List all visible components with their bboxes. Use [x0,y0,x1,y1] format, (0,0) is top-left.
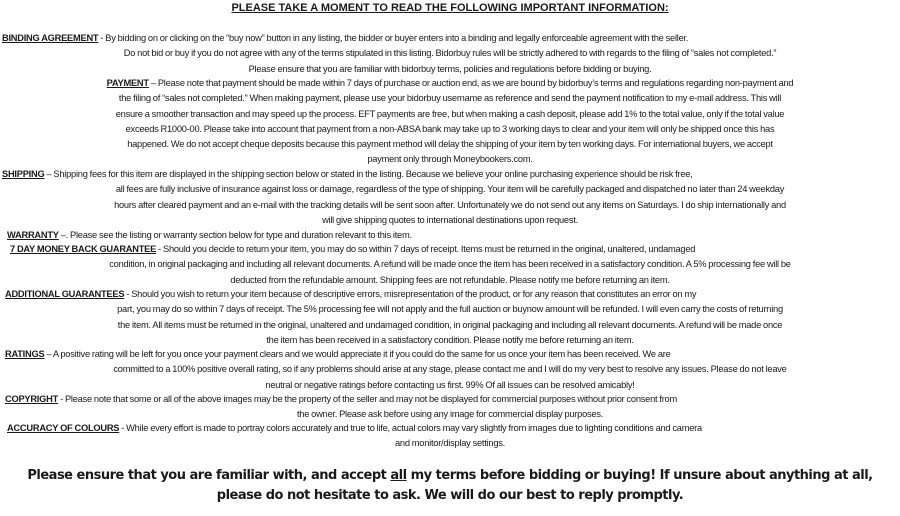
section-copyright [2,392,898,423]
emphasis-all: all [390,468,407,483]
section-line: committed to a 100% positive overall rating, so if any problems should arise at any stage, please contact me and I will do my very best to resolve any issues. Please do not leave [113,364,787,375]
section-line: condition, in original packaging and including all relevant documents. A refund will be made once the item has been received in a satisfactory condition. A 5% processing fee will be [109,259,791,270]
section-text: - Should you wish to return your item because of descriptive errors, misrepresentation of the product, or for any reason that constitutes an error on my [124,289,697,299]
section-first-line [2,167,898,182]
section-line: Do not bid or buy if you do not agree with any of the terms stipulated in this listing. Bidorbuy rules will be strictly adhered to with regards to the filing of “sales not completed.” [123,48,777,59]
section-ratings [2,347,898,393]
section-text: - Should you decide to return your item, you may do so within 7 days of receipt. Items must be returned in the original, unaltered, undamaged [156,244,696,254]
section-line: the item. All items must be returned in the original, unaltered and undamaged condition, in original packaging and including all relevant documents. A refund will be made once [117,319,783,330]
section-text: – Shipping fees for this item are displayed in the shipping section below or stated in the listing. Because we believe your online purchasing experience should be risk free, [44,169,693,179]
section-heading: SHIPPING [2,169,45,179]
section-line: Please ensure that you are familiar with bidorbuy terms, policies and regulations before bidding or buying. [248,63,652,74]
section-text: –. Please see the listing or warranty section below for type and duration relevant to this item. [58,230,412,240]
section-text: – A positive rating will be left for you once your payment clears and we would appreciate it if you could do the same for us once your item has been received. We are [44,349,671,359]
section-text: - By bidding on or clicking on the “buy now” button in any listing, the bidder or buyer enters into a binding and legally enforceable agreement with the seller. [98,33,689,43]
section-line: part, you may do so within 7 days of receipt. The 5% processing fee will not apply and the full auction or buynow amount will be refunded. I will even carry the costs of returning [117,304,783,315]
section-heading: WARRANTY [7,230,59,240]
section-line: happened. We do not accept cheque deposits because this payment method will delay the shipping of your item by ten working days. For international buyers, we accept [127,139,773,150]
section-line: deducted from the refundable amount. Shipping fees are not refundable. Please notify me before returning an item. [230,274,670,285]
section-first-line [2,287,898,302]
section-heading: BINDING AGREEMENT [2,33,99,43]
section-first-line [2,242,898,257]
section-first-line [2,76,898,91]
section-heading: 7 DAY MONEY BACK GUARANTEE [10,244,157,254]
section-heading: ACCURACY OF COLOURS [7,423,120,433]
section-heading: ADDITIONAL GUARANTEES [5,289,125,299]
closing-text: my terms before bidding or buying! If unsure about anything at all, [406,468,873,483]
section-binding-agreement [2,31,898,77]
section-line: will give shipping quotes to international destinations upon request. [322,214,578,225]
section-line: the filing of “sales not completed.” When making payment, please use your bidorbuy username as reference and send the payment notification to my e-mail address. This will [118,93,782,104]
section-first-line [2,421,898,436]
section-line: and monitor/display settings. [395,438,505,449]
section-payment [2,76,898,168]
section-line: the item has been received in a satisfactory condition. Please notify me before returning an item. [266,334,634,345]
section-money-back-guarantee [2,242,898,288]
section-line: the owner. Please ask before using any image for commercial display purposes. [296,409,604,420]
section-warranty [2,228,898,243]
section-additional-guarantees [2,287,898,348]
section-line: exceeds R1000-00. Please take into account that payment from a non-ABSA bank may take up to 3 working days to clear and your item will only be shipped once this has [125,123,775,134]
section-first-line [2,31,898,46]
section-line: all fees are fully inclusive of insurance against loss or damage, regardless of the type of shipping. Your item will be carefully packaged and dispatched no later than 24 weekday [115,184,785,195]
section-line: hours after cleared payment and an e-mail with the tracking details will be sent soon after. Unfortunately we do not send out any items on Saturdays. I do ship internationally and [114,199,786,210]
section-text: - Please note that some or all of the above images may be the property of the seller and may not be displayed for commercial purposes without prior consent from [58,394,677,404]
section-first-line [2,347,898,362]
closing-note-line-2: please do not hesitate to ask. We will do our best to reply promptly. [216,488,684,503]
section-line: neutral or negative ratings before contacting us first. 99% Of all issues can be resolved amicably! [265,379,635,390]
closing-text: Please ensure that you are familiar with, and accept [27,468,391,483]
closing-note-line-1 [0,466,900,486]
section-accuracy-of-colours [2,421,898,452]
section-shipping [2,167,898,228]
section-heading: COPYRIGHT [5,394,59,404]
section-text: - While every effort is made to portray colors accurately and true to life, actual colors may vary slightly from images due to lighting conditions and camera [119,423,702,433]
closing-note [0,466,900,506]
section-first-line [2,228,898,243]
section-text: – Please note that payment should be made within 7 days of purchase or auction end, as we are bound by bidorbuy’s terms and regulations regarding non-payment and [148,78,794,88]
section-heading: RATINGS [5,349,45,359]
document-title: PLEASE TAKE A MOMENT TO READ THE FOLLOWING IMPORTANT INFORMATION: [231,2,669,14]
section-heading: PAYMENT [106,78,149,88]
section-line: payment only through Moneybookers.com. [367,154,533,165]
section-first-line [2,392,898,407]
section-line: ensure a smoother transaction and may speed up the process. EFT payments are free, but when making a cash deposit, please add 1% to the total value, only if the total value [115,108,785,119]
